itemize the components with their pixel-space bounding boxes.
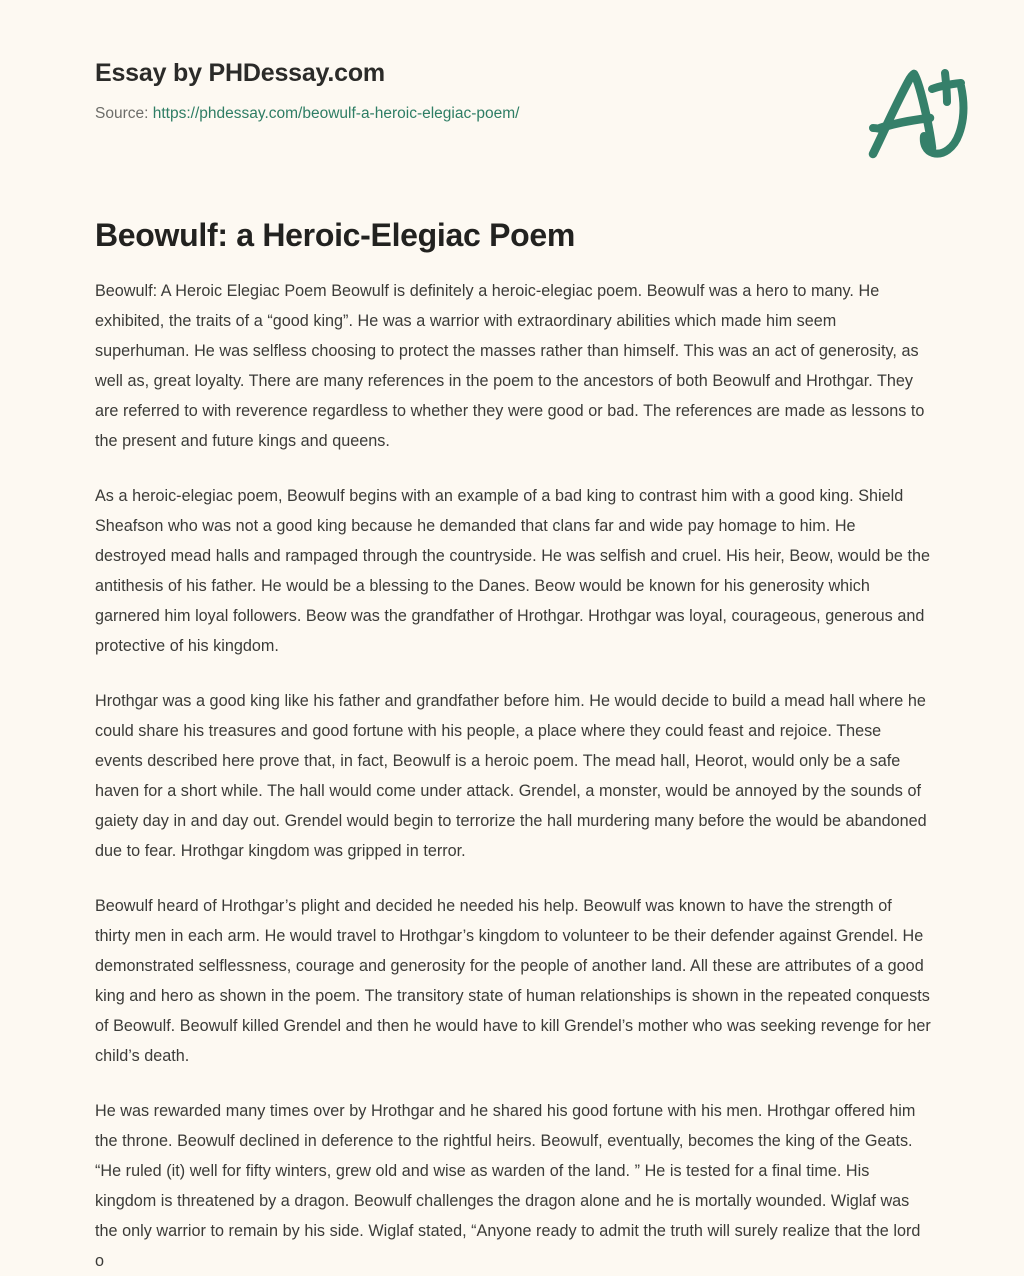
source-url-link[interactable]: https://phdessay.com/beowulf-a-heroic-elegiac-poem/ [152,104,520,122]
paragraph: He was rewarded many times over by Hrothgar and he shared his good fortune with his men. Hrothgar offered him the throne. Beowulf declined in deference to the rightful heirs. Beowulf, eventually, becomes the king of the Geats. “He ruled (it) well for fifty winters, grew old and wise as warden of the land. ” He is tested for a final time. His kingdom is threatened by a dragon. Beowulf challenges the dragon alone and he is mortally wounded. Wiglaf was the only warrior to remain by his side. Wiglaf stated, “Anyone ready to admit the truth will surely realize that the lord o [95,1102,921,1270]
a-plus-logo-glyph [860,58,972,170]
page-header [95,60,929,170]
paragraph: As a heroic-elegiac poem, Beowulf begins with an example of a bad king to contrast him with a good king. Shield Sheafson who was not a good king because he demanded that clans far and wide pay homage to him. He destroyed mead halls and rampaged through the countryside. He was selfish and cruel. His heir, Beow, would be the antithesis of his father. He would be a blessing to the Danes. Beow would be known for his generosity which garnered him loyal followers. Beow was the grandfather of Hrothgar. Hrothgar was loyal, courageous, generous and protective of his kingdom. [95,487,931,655]
brand-line: Essay by PHDessay.com [95,59,385,87]
paragraph: Hrothgar was a good king like his father and grandfather before him. He would decide to build a mead hall where he could share his treasures and good fortune with his people, a place where they could feast and rejoice. These events described here prove that, in fact, Beowulf is a heroic poem. The mead hall, Heorot, would only be a safe haven for a short while. The hall would come under attack. Grendel, a monster, would be annoyed by the sounds of gaiety day in and day out. Grendel would begin to terrorize the hall murdering many before the would be abandoned due to fear. Hrothgar kingdom was gripped in terror. [95,692,927,860]
paragraph: Beowulf: A Heroic Elegiac Poem Beowulf is definitely a heroic-elegiac poem. Beowulf was a hero to many. He exhibited, the traits of a “good king”. He was a warrior with extraordinary abilities which made him seem superhuman. He was selfless choosing to protect the masses rather than himself. This was an act of generosity, as well as, great loyalty. There are many references in the poem to the ancestors of both Beowulf and Hrothgar. They are referred to with reverence regardless to whether they were good or bad. The references are made as lessons to the present and future kings and queens. [95,282,925,450]
source-line [95,104,929,124]
a-plus-logo-icon [860,58,972,170]
page-title: Beowulf: a Heroic-Elegiac Poem [95,217,576,253]
source-label: Source: [95,104,149,122]
essay-body [95,276,931,1276]
paragraph: Beowulf heard of Hrothgar’s plight and decided he needed his help. Beowulf was known to have the strength of thirty men in each arm. He would travel to Hrothgar’s kingdom to volunteer to be their defender against Grendel. He demonstrated selflessness, courage and generosity for the people of another land. All these are attributes of a good king and hero as shown in the poem. The transitory state of human relationships is shown in the repeated conquests of Beowulf. Beowulf killed Grendel and then he would have to kill Grendel’s mother who was seeking revenge for her child’s death. [95,897,931,1065]
